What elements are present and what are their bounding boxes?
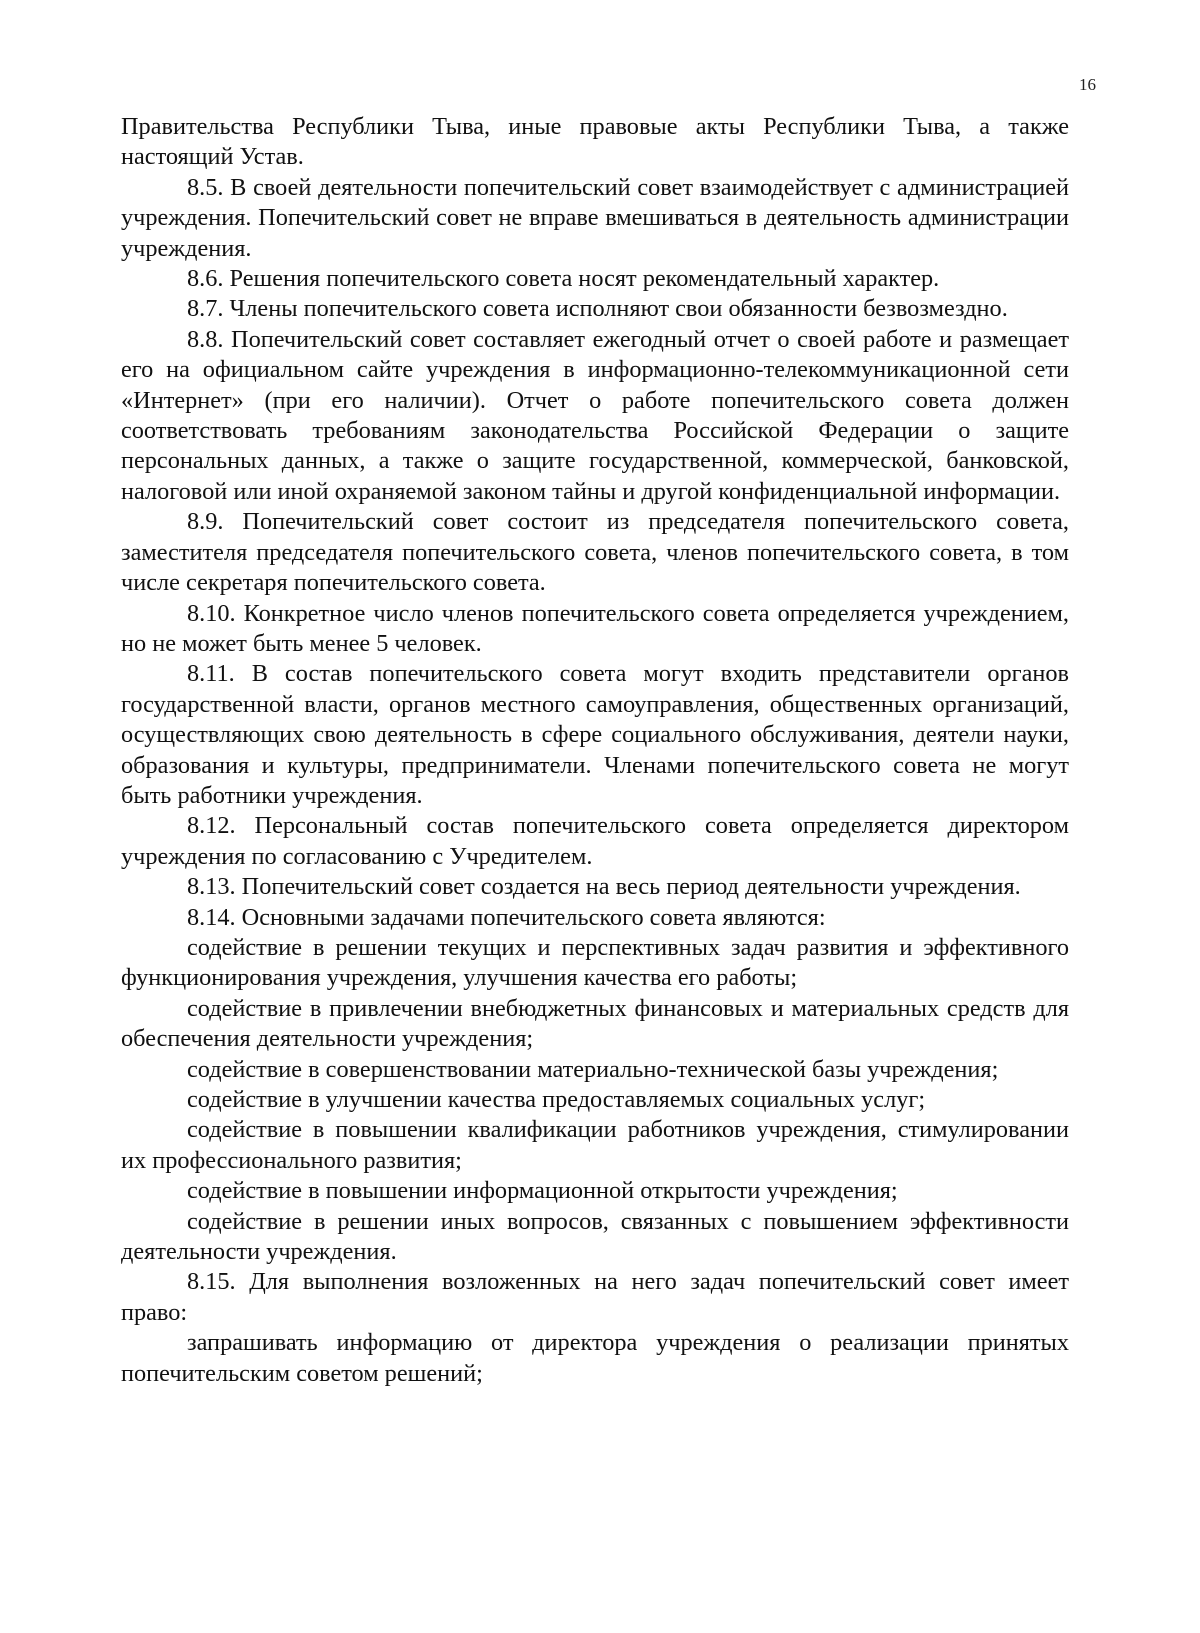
list-item: содействие в привлечении внебюджетных финансовых и материальных средств для обеспечения деятельности учреждения;	[121, 994, 1069, 1053]
paragraph: Правительства Республики Тыва, иные правовые акты Республики Тыва, а также настоящий Устав.	[121, 113, 1069, 171]
paragraph: 8.11. В состав попечительского совета могут входить представители органов государственной власти, органов местного самоуправления, общественных организаций, осуществляющих свою деятельность в сфере социального обслуживания, деятели науки, образования и культуры, предприниматели. Членами попечительского совета не могут быть работники учреждения.	[121, 660, 1069, 809]
paragraph: 8.5. В своей деятельности попечительский совет взаимодействует с администрацией учреждения. Попечительский совет не вправе вмешиваться в деятельность администрации учреждения.	[121, 173, 1069, 262]
paragraph: 8.7. Члены попечительского совета исполняют свои обязанности безвозмездно.	[187, 295, 1008, 323]
paragraph: 8.15. Для выполнения возложенных на него задач попечительский совет имеет право:	[121, 1268, 1069, 1326]
paragraph: 8.12. Персональный состав попечительского совета определяется директором учреждения по согласованию с Учредителем.	[121, 812, 1069, 870]
page-number: 16	[1079, 75, 1096, 94]
list-item: содействие в повышении квалификации работников учреждения, стимулировании их профессионального развития;	[121, 1116, 1069, 1174]
paragraph: 8.8. Попечительский совет составляет ежегодный отчет о своей работе и размещает его на официальном сайте учреждения в информационно-телекоммуникационной сети «Интернет» (при его наличии). Отчет о работе попечительского совета должен соответствовать требованиям законодательства Российской Федерации о защите персональных данных, а также о защите государственной, коммерческой, банковской, налоговой или иной охраняемой законом тайны и другой конфиденциальной информации.	[121, 325, 1069, 505]
paragraph: 8.13. Попечительский совет создается на весь период деятельности учреждения.	[187, 873, 1021, 901]
list-item: содействие в улучшении качества предоставляемых социальных услуг;	[187, 1086, 926, 1113]
list-item: содействие в решении иных вопросов, связанных с повышением эффективности деятельности учреждения.	[121, 1207, 1069, 1266]
list-item: содействие в решении текущих и перспективных задач развития и эффективного функционирования учреждения, улучшения качества его работы;	[121, 933, 1069, 992]
paragraph: 8.14. Основными задачами попечительского совета являются:	[187, 903, 826, 931]
list-item: содействие в совершенствовании материально-технической базы учреждения;	[187, 1055, 999, 1083]
paragraph: 8.9. Попечительский совет состоит из председателя попечительского совета, заместителя председателя попечительского совета, членов попечительского совета, в том числе секретаря попечительского совета.	[121, 508, 1069, 597]
paragraph: 8.6. Решения попечительского совета носят рекомендательный характер.	[187, 265, 940, 293]
list-item: содействие в повышении информационной открытости учреждения;	[187, 1177, 898, 1205]
list-item: запрашивать информацию от директора учреждения о реализации принятых попечительским советом решений;	[121, 1329, 1069, 1387]
document-body	[121, 112, 1069, 1389]
paragraph: 8.10. Конкретное число членов попечительского совета определяется учреждением, но не может быть менее 5 человек.	[121, 599, 1069, 657]
